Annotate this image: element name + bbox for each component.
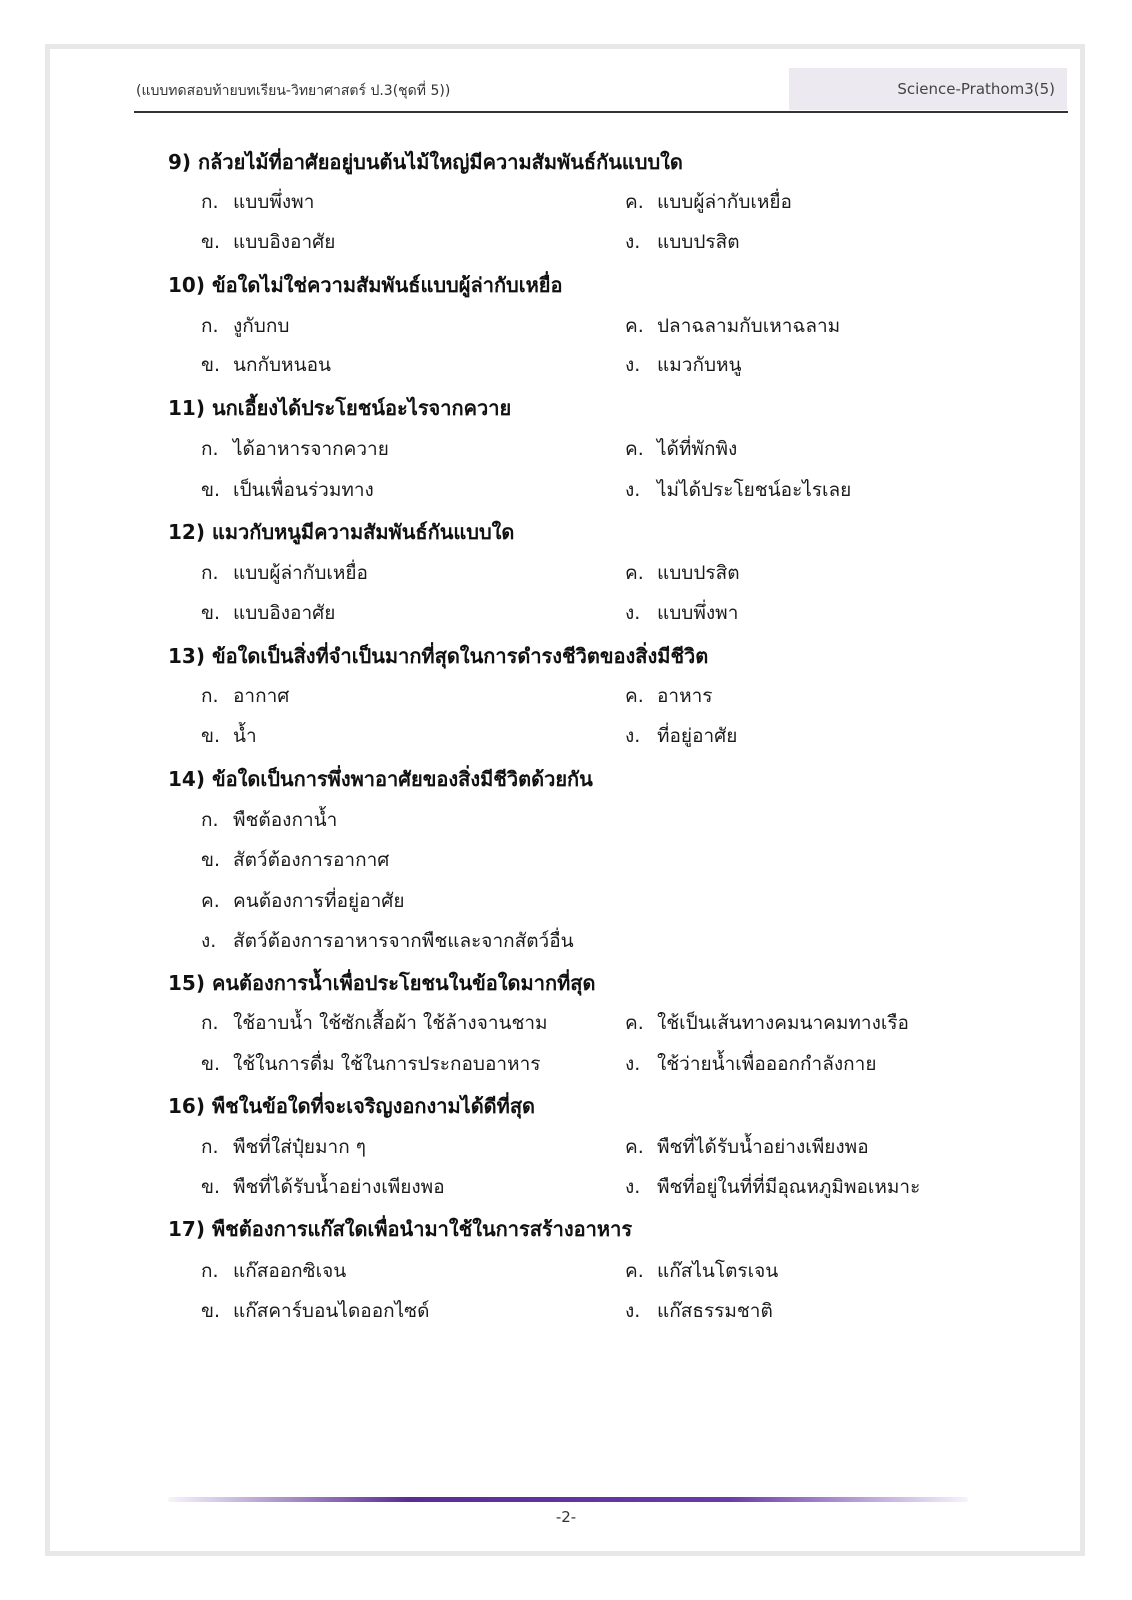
option-label: ค. — [625, 685, 644, 707]
option-text: ได้ที่พักพิง — [657, 438, 738, 460]
option-text: อากาศ — [233, 685, 290, 707]
option — [625, 475, 851, 505]
option-text: ใช้อาบน้ำ ใช้ซักเสื้อผ้า ใช้ล้างจานชาม — [233, 1012, 548, 1034]
option-text: ปลาฉลามกับเหาฉลาม — [657, 315, 841, 337]
option-text: แบบปรสิต — [657, 562, 740, 584]
option — [201, 1132, 366, 1162]
question-14 — [168, 763, 593, 795]
question-12 — [168, 516, 514, 548]
option-text: พืชต้องกาน้ำ — [233, 809, 338, 831]
option-label: ก. — [201, 438, 219, 460]
question-text: พืชต้องการแก๊สใดเพื่อนำมาใช้ในการสร้างอาหาร — [211, 1217, 633, 1241]
question-9 — [168, 146, 683, 178]
option-label: ก. — [201, 1136, 219, 1158]
option-label: ง. — [625, 479, 641, 501]
option-text: ที่อยู่อาศัย — [657, 725, 738, 747]
option — [625, 311, 840, 341]
option-text: พืชที่ได้รับน้ำอย่างเพียงพอ — [657, 1136, 869, 1158]
option — [201, 721, 257, 751]
option-label: ข. — [201, 602, 221, 624]
option — [625, 187, 792, 217]
question-11 — [168, 392, 511, 424]
option — [625, 350, 742, 380]
option — [625, 1256, 778, 1286]
option-label: ข. — [201, 479, 221, 501]
question-text: แมวกับหนูมีความสัมพันธ์กันแบบใด — [211, 520, 515, 544]
option-text: ใช้ว่ายน้ำเพื่อออกกำลังกาย — [657, 1053, 877, 1075]
question-text: ข้อใดเป็นสิ่งที่จำเป็นมากที่สุดในการดำรงชีวิตของสิ่งมีชีวิต — [211, 644, 709, 668]
question-number: 15) — [168, 971, 205, 995]
option-label: ค. — [625, 438, 644, 460]
option-text: เป็นเพื่อนร่วมทาง — [233, 479, 374, 501]
option — [201, 886, 404, 916]
option — [625, 1008, 909, 1038]
option-text: แก๊สธรรมชาติ — [657, 1300, 773, 1322]
option-label: ข. — [201, 1053, 221, 1075]
header-subject: Science-Prathom3(5) — [897, 80, 1055, 98]
option-label: ก. — [201, 1012, 219, 1034]
option-text: งูกับกบ — [233, 315, 290, 337]
option-label: ง. — [625, 1053, 641, 1075]
option — [201, 1172, 445, 1202]
question-13 — [168, 640, 708, 672]
option — [625, 1049, 876, 1079]
option — [625, 558, 740, 588]
option-text: สัตว์ต้องการอาหารจากพืชและจากสัตว์อื่น — [233, 930, 574, 952]
option-label: ค. — [625, 315, 644, 337]
question-number: 17) — [168, 1217, 205, 1241]
option-label: ข. — [201, 1300, 221, 1322]
option — [201, 1049, 540, 1079]
option-label: ค. — [625, 1136, 644, 1158]
option — [201, 681, 289, 711]
option — [201, 926, 574, 956]
option-label: ง. — [625, 1300, 641, 1322]
header-subject-box — [789, 68, 1067, 110]
question-number: 14) — [168, 767, 205, 791]
option — [201, 1256, 346, 1286]
option-text: แก๊สไนโตรเจน — [657, 1260, 779, 1282]
option-text: ใช้ในการดื่ม ใช้ในการประกอบอาหาร — [233, 1053, 541, 1075]
option-text: แบบอิงอาศัย — [233, 602, 336, 624]
option-text: แบบอิงอาศัย — [233, 231, 336, 253]
option — [201, 350, 331, 380]
option-text: แบบพึ่งพา — [657, 602, 739, 624]
option-text: แบบผู้ล่ากับเหยื่อ — [233, 562, 368, 584]
option-label: ก. — [201, 809, 219, 831]
option-text: น้ำ — [233, 725, 257, 747]
option-text: แบบพึ่งพา — [233, 191, 315, 213]
option-text: ได้อาหารจากควาย — [233, 438, 389, 460]
option — [625, 681, 712, 711]
question-number: 11) — [168, 396, 205, 420]
question-17 — [168, 1213, 632, 1245]
option-text: แมวกับหนู — [657, 354, 742, 376]
question-text-emphasis: ไม่ใช่ — [260, 273, 307, 297]
question-text-pre: ข้อใด — [211, 273, 261, 297]
option-text: นกกับหนอน — [233, 354, 331, 376]
question-text: พืชในข้อใดที่จะเจริญงอกงามได้ดีที่สุด — [211, 1094, 536, 1118]
option-label: ข. — [201, 231, 221, 253]
header-divider — [134, 111, 1068, 113]
option — [201, 558, 368, 588]
question-number: 9) — [168, 150, 192, 174]
footer-divider — [168, 1497, 968, 1502]
question-15 — [168, 967, 595, 999]
option — [625, 598, 738, 628]
option-label: ง. — [201, 930, 217, 952]
header-title: (แบบทดสอบท้ายบทเรียน-วิทยาศาสตร์ ป.3(ชุดที่ 5)) — [136, 83, 451, 99]
option-text: พืชที่ได้รับน้ำอย่างเพียงพอ — [233, 1176, 445, 1198]
option-text: ไม่ได้ประโยชน์อะไรเลย — [657, 479, 852, 501]
option — [625, 1172, 920, 1202]
option — [201, 598, 335, 628]
option-label: ค. — [625, 1012, 644, 1034]
option-text: แก๊สออกซิเจน — [233, 1260, 347, 1282]
question-number: 12) — [168, 520, 205, 544]
option-text: อาหาร — [657, 685, 713, 707]
option-label: ค. — [625, 1260, 644, 1282]
option-label: ค. — [625, 191, 644, 213]
option — [201, 1296, 429, 1326]
option-label: ง. — [625, 231, 641, 253]
option-text: แบบปรสิต — [657, 231, 740, 253]
option-label: ก. — [201, 1260, 219, 1282]
question-16 — [168, 1090, 535, 1122]
question-text: นกเอี้ยงได้ประโยชน์อะไรจากควาย — [211, 396, 512, 420]
option-label: ง. — [625, 354, 641, 376]
question-number: 10) — [168, 273, 205, 297]
option-text: พืชที่ใส่ปุ๋ยมาก ๆ — [233, 1136, 366, 1158]
option-label: ง. — [625, 725, 641, 747]
option — [201, 311, 289, 341]
question-text: ข้อใดเป็นการพึ่งพาอาศัยของสิ่งมีชีวิตด้วยกัน — [211, 767, 593, 791]
question-10 — [168, 269, 563, 301]
option — [201, 475, 374, 505]
option-label: ค. — [625, 562, 644, 584]
option-label: ก. — [201, 315, 219, 337]
option-label: ข. — [201, 725, 221, 747]
option-label: ก. — [201, 685, 219, 707]
option — [201, 1008, 548, 1038]
option-text: ใช้เป็นเส้นทางคมนาคมทางเรือ — [657, 1012, 909, 1034]
option-label: ข. — [201, 354, 221, 376]
option-label: ง. — [625, 1176, 641, 1198]
option — [201, 187, 314, 217]
option-label: ข. — [201, 1176, 221, 1198]
question-text: กล้วยไม้ที่อาศัยอยู่บนต้นไม้ใหญ่มีความสัมพันธ์กันแบบใด — [198, 150, 683, 174]
option-text: คนต้องการที่อยู่อาศัย — [233, 890, 405, 912]
option — [625, 434, 737, 464]
option — [625, 721, 737, 751]
option-text: แก๊สคาร์บอนไดออกไซด์ — [233, 1300, 430, 1322]
option — [201, 805, 337, 835]
option-label: ก. — [201, 191, 219, 213]
question-text-post: ความสัมพันธ์แบบผู้ล่ากับเหยื่อ — [306, 273, 563, 297]
option-label: ค. — [201, 890, 220, 912]
option-label: ก. — [201, 562, 219, 584]
option — [201, 434, 389, 464]
option — [625, 227, 740, 257]
page-number: -2- — [555, 1508, 577, 1526]
option-label: ง. — [625, 602, 641, 624]
option-label: ข. — [201, 849, 221, 871]
question-number: 13) — [168, 644, 205, 668]
question-number: 16) — [168, 1094, 205, 1118]
option-text: พืชที่อยู่ในที่ที่มีอุณหภูมิพอเหมาะ — [657, 1176, 921, 1198]
option-text: แบบผู้ล่ากับเหยื่อ — [657, 191, 792, 213]
option-text: สัตว์ต้องการอากาศ — [233, 849, 390, 871]
question-text: คนต้องการน้ำเพื่อประโยชนในข้อใดมากที่สุด — [211, 971, 596, 995]
option — [625, 1296, 773, 1326]
option — [625, 1132, 869, 1162]
option — [201, 845, 389, 875]
option — [201, 227, 335, 257]
